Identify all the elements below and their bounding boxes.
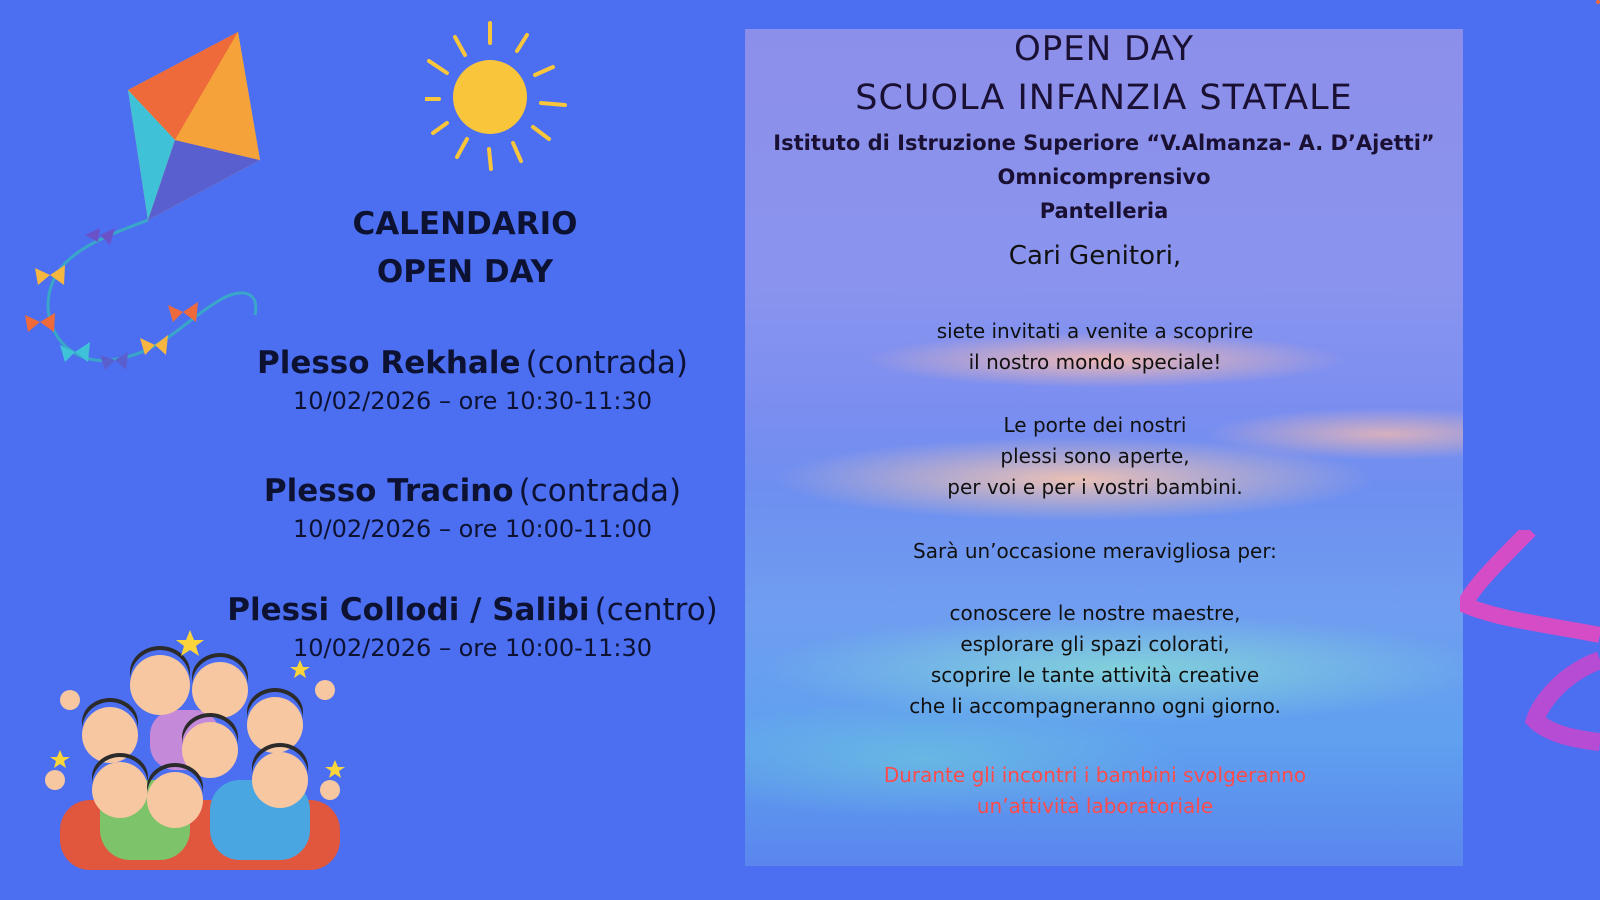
school-title: SCUOLA INFANZIA STATALE xyxy=(855,78,1353,118)
activities-list xyxy=(745,598,1445,722)
plesso-date: 10/02/2026 – ore 10:00-11:30 xyxy=(293,634,652,662)
plesso-name: Plesso Rekhale xyxy=(256,345,521,381)
paragraph-line: siete invitati a venite a scoprire xyxy=(936,319,1254,343)
paragraph-line: conoscere le nostre maestre, xyxy=(949,601,1241,625)
note-line: Durante gli incontri i bambini svolgeranno xyxy=(883,763,1307,787)
ribbon-decoration xyxy=(1460,530,1600,770)
institute-line: Pantelleria xyxy=(1039,199,1169,223)
plesso-name: Plesso Tracino xyxy=(263,473,514,509)
workshop-note xyxy=(745,760,1445,822)
calendar-title-line1: CALENDARIO xyxy=(352,206,578,242)
plesso-date: 10/02/2026 – ore 10:00-11:00 xyxy=(293,515,652,543)
invitation-panel xyxy=(745,29,1463,866)
institute-line: Omnicomprensivo xyxy=(997,165,1211,189)
paragraph-line: scoprire le tante attività creative xyxy=(930,663,1260,687)
plesso-area: (centro) xyxy=(594,592,718,628)
calendar-title xyxy=(300,200,630,296)
invite-paragraph xyxy=(745,316,1445,378)
panel-heading: OPEN DAY xyxy=(1014,29,1194,69)
paragraph-line: il nostro mondo speciale! xyxy=(968,350,1222,374)
institute-line: Istituto di Istruzione Superiore “V.Almanza- A. D’Ajetti” xyxy=(773,131,1435,155)
institute-block xyxy=(745,126,1463,228)
plesso-name: Plessi Collodi / Salibi xyxy=(227,592,590,628)
paragraph-line: plessi sono aperte, xyxy=(1000,444,1190,468)
occasion-paragraph xyxy=(745,536,1445,567)
paragraph-line: esplorare gli spazi colorati, xyxy=(960,632,1230,656)
open-doors-paragraph xyxy=(745,410,1445,503)
paragraph-line: che li accompagneranno ogni giorno. xyxy=(909,694,1281,718)
greeting: Cari Genitori, xyxy=(1008,241,1182,271)
plesso-entry xyxy=(200,473,745,543)
note-line: un’attività laboratoriale xyxy=(976,794,1214,818)
plesso-entry xyxy=(200,345,745,415)
calendar-title-line2: OPEN DAY xyxy=(376,254,554,290)
paragraph-line: Sarà un’occasione meravigliosa per: xyxy=(913,539,1277,563)
kids-illustration xyxy=(40,630,360,870)
plesso-area: (contrada) xyxy=(518,473,682,509)
corner-dot xyxy=(1592,0,1600,8)
paragraph-line: Le porte dei nostri xyxy=(1003,413,1187,437)
plesso-area: (contrada) xyxy=(525,345,689,381)
paragraph-line: per voi e per i vostri bambini. xyxy=(947,475,1243,499)
plesso-date: 10/02/2026 – ore 10:30-11:30 xyxy=(293,387,652,415)
